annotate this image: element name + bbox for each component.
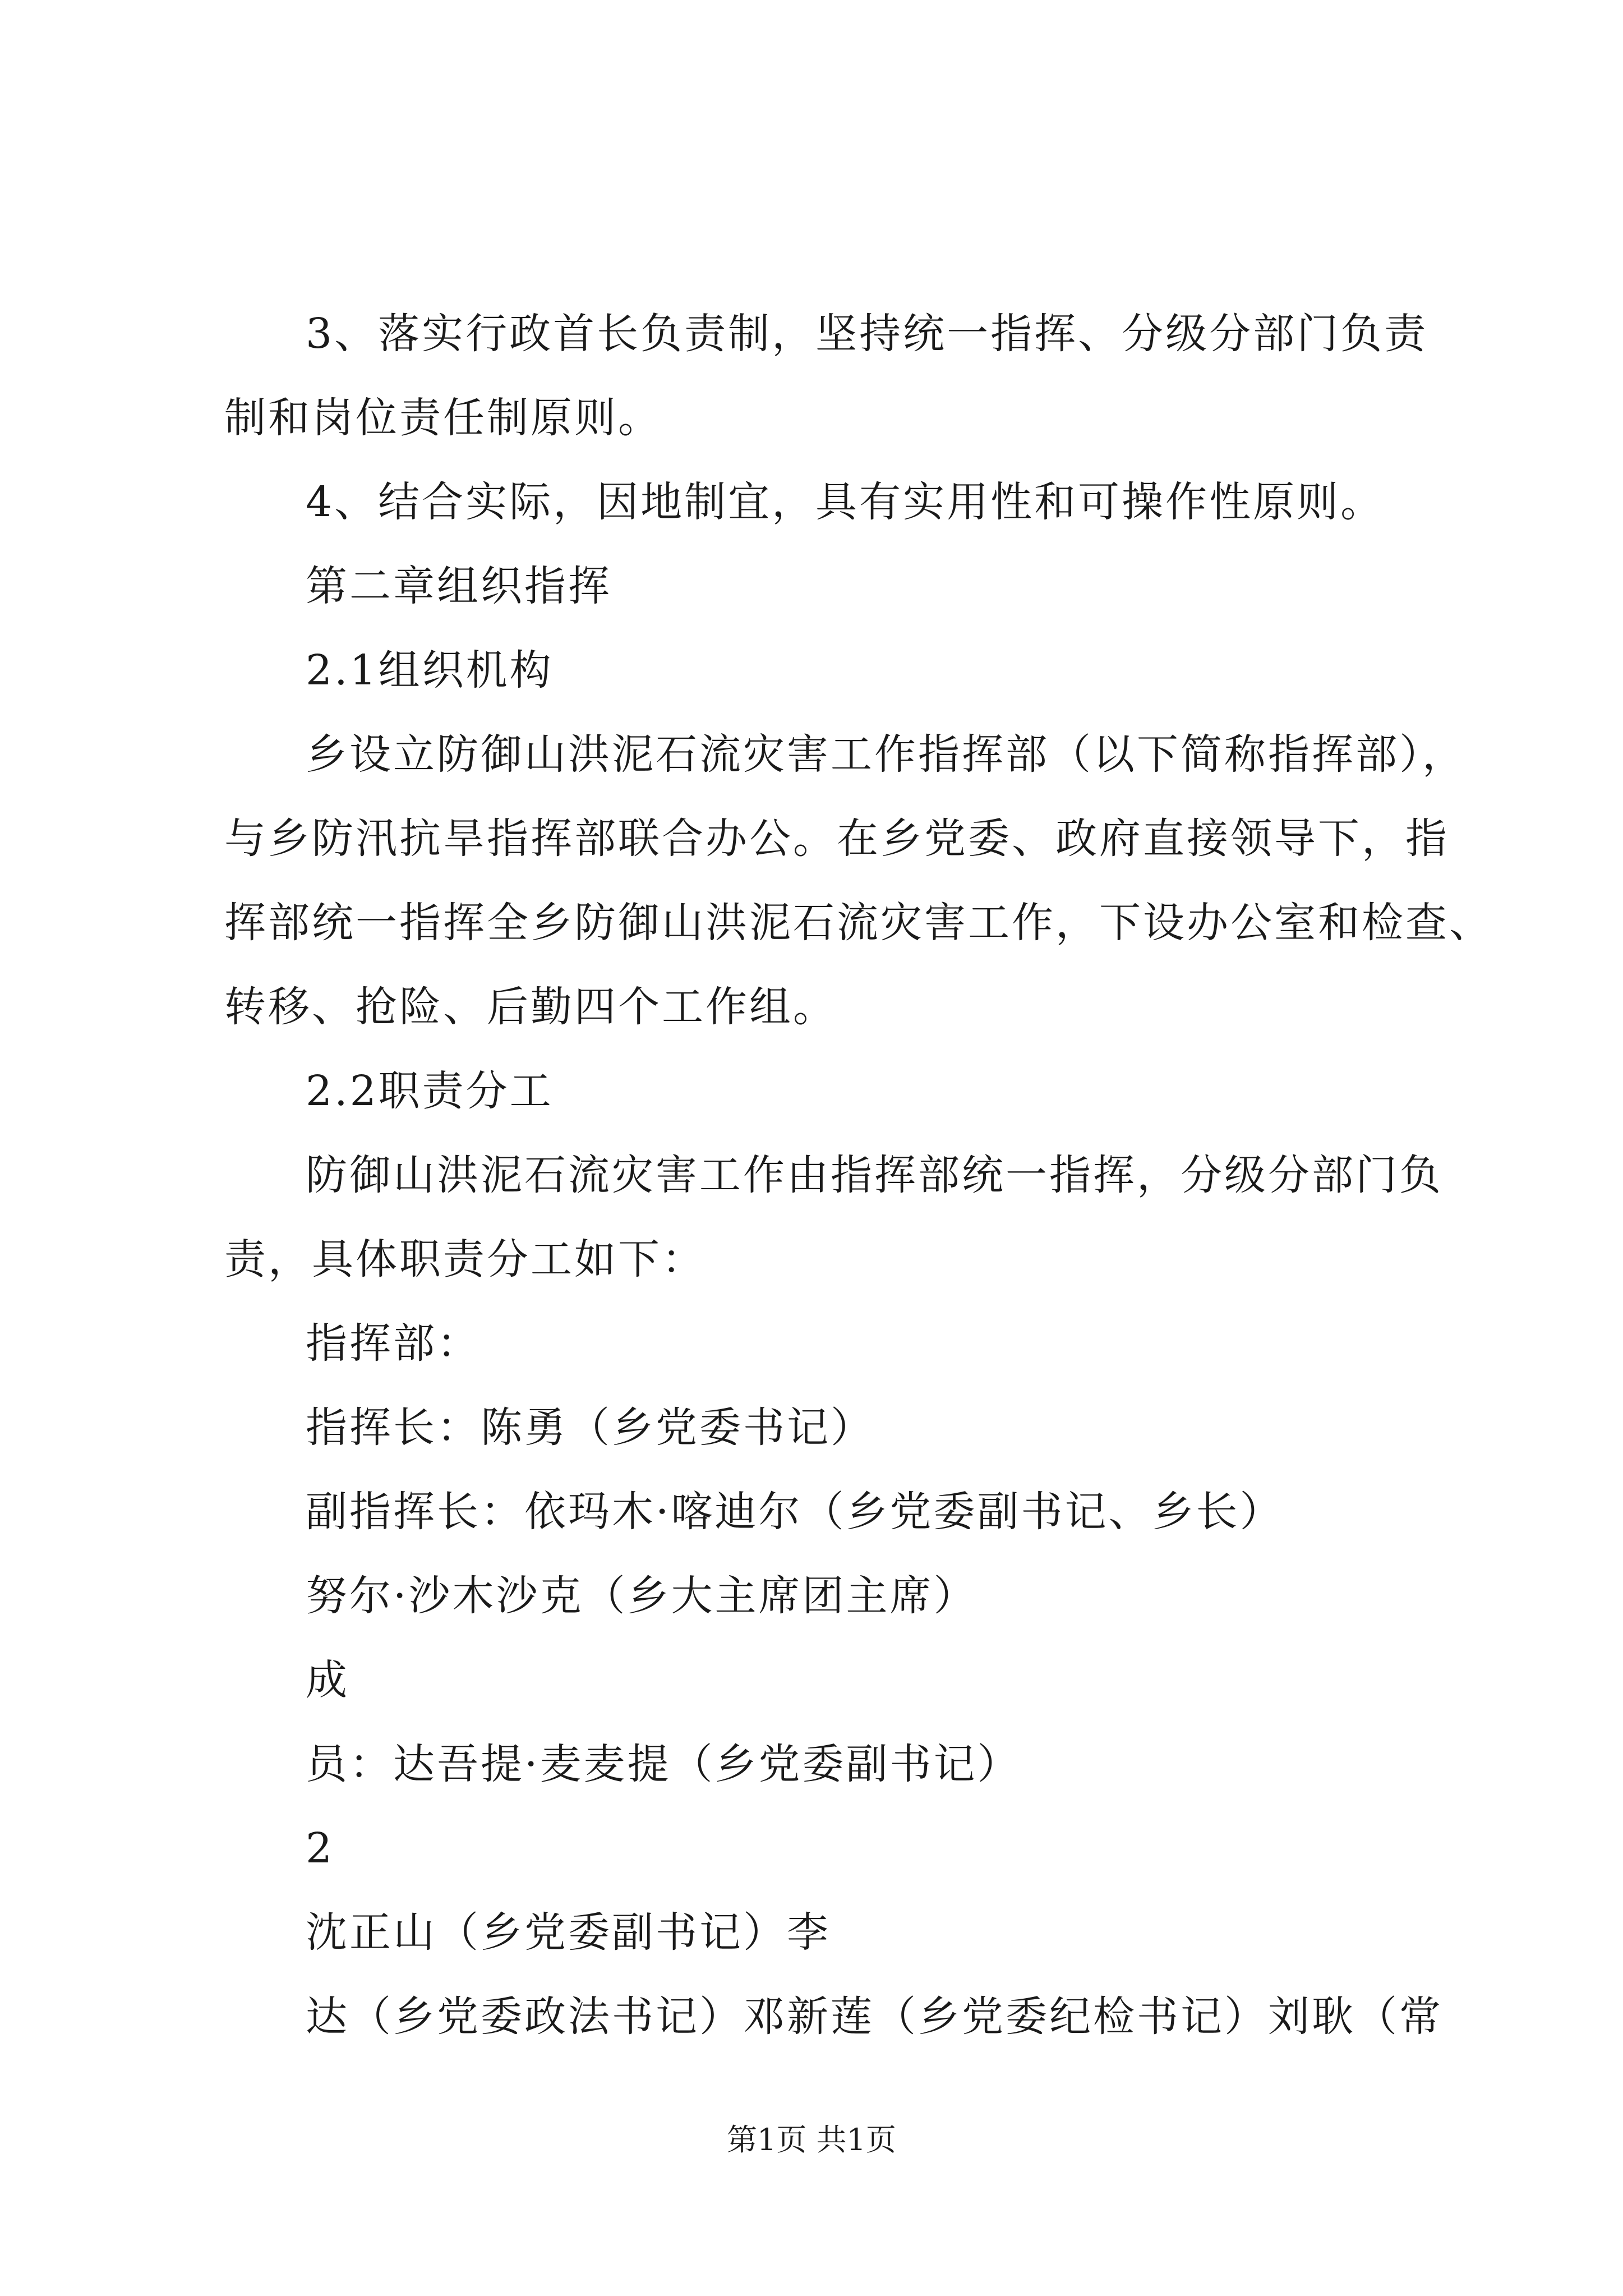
paragraph-line: 3、落实行政首长负责制，坚持统一指挥、分级分部门负责 — [306, 310, 1428, 358]
paragraph-line: 挥部统一指挥全乡防御山洪泥石流灾害工作，下设办公室和检查、 — [224, 899, 1493, 947]
paragraph-line: 防御山洪泥石流灾害工作由指挥部统一指挥，分级分部门负 — [306, 1151, 1443, 1199]
paragraph-line: 沈正山（乡党委副书记）李 — [306, 1908, 831, 1957]
page-footer: 第1页 共1页 — [727, 2122, 896, 2157]
paragraph-line: 成 — [306, 1656, 349, 1704]
paragraph-line: 员：达吾提·麦麦提（乡党委副书记） — [306, 1740, 1021, 1788]
section-heading: 2.1组织机构 — [306, 646, 554, 694]
paragraph-line: 努尔·沙木沙克（乡大主席团主席） — [306, 1572, 978, 1620]
paragraph-line: 指挥长：陈勇（乡党委书记） — [306, 1404, 874, 1452]
paragraph-line: 转移、抢险、后勤四个工作组。 — [224, 983, 837, 1031]
paragraph-line: 2 — [306, 1824, 335, 1872]
paragraph-line: 副指挥长：依玛木·喀迪尔（乡党委副书记、乡长） — [306, 1488, 1284, 1536]
paragraph-line: 指挥部： — [306, 1319, 481, 1368]
paragraph-line: 4、结合实际，因地制宜，具有实用性和可操作性原则。 — [306, 478, 1385, 526]
paragraph-line: 与乡防汛抗旱指挥部联合办公。在乡党委、政府直接领导下，指 — [224, 815, 1449, 863]
paragraph-line: 达（乡党委政法书记）邓新莲（乡党委纪检书记）刘耿（常 — [306, 1993, 1443, 2041]
paragraph-line: 乡设立防御山洪泥石流灾害工作指挥部（以下简称指挥部）， — [306, 730, 1466, 779]
paragraph-line: 制和岗位责任制原则。 — [224, 394, 662, 442]
section-heading: 2.2职责分工 — [306, 1067, 554, 1115]
chapter-heading: 第二章组织指挥 — [306, 562, 612, 610]
paragraph-line: 责，具体职责分工如下： — [224, 1235, 706, 1283]
